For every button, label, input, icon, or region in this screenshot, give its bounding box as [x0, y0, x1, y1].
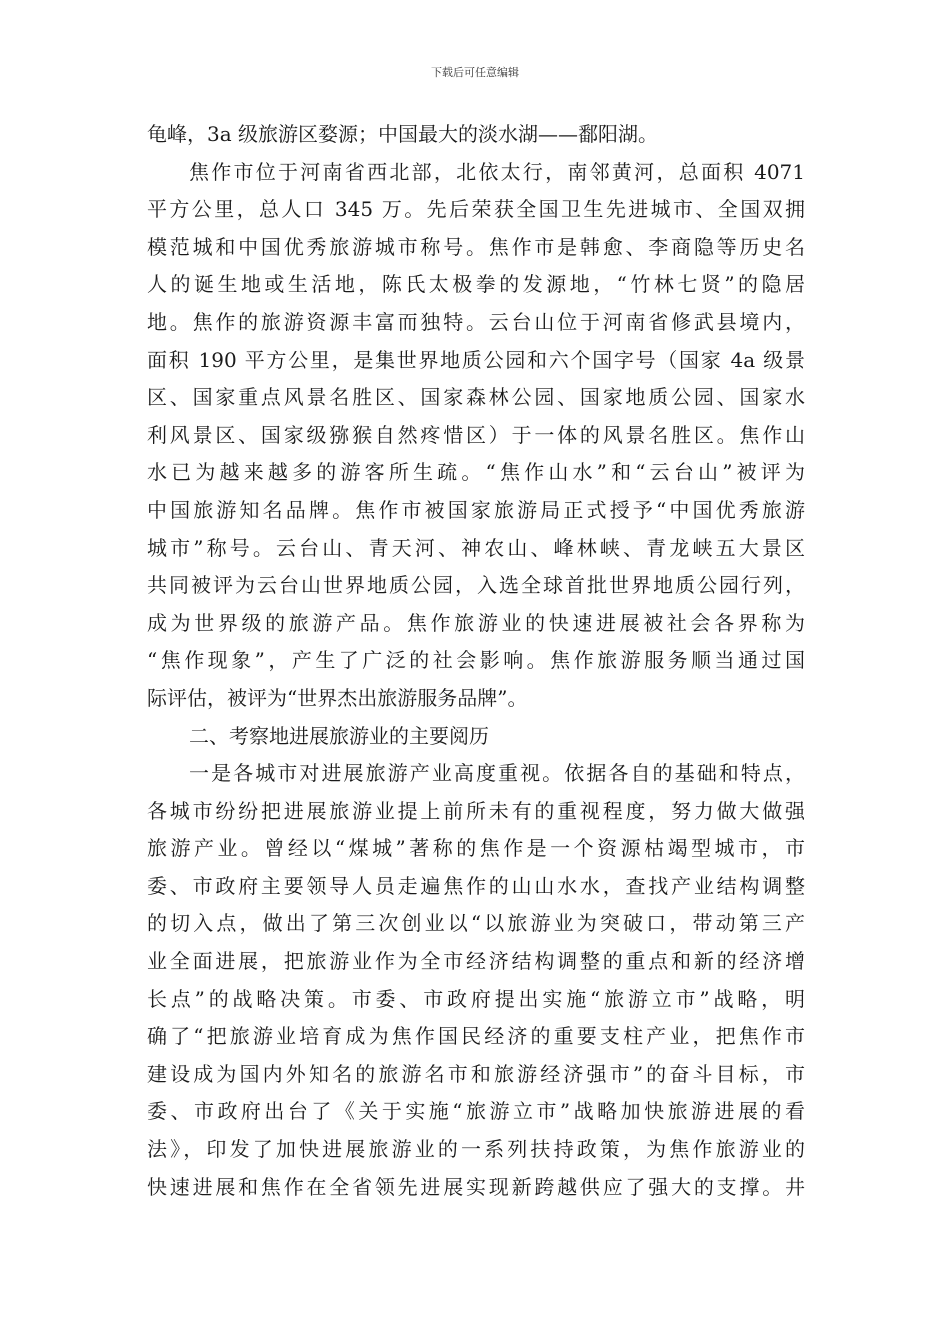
text-line: 区、国家重点风景名胜区、国家森林公园、国家地质公园、国家水	[147, 385, 805, 410]
text-line: 人的诞生地或生活地，陈氏太极拳的发源地，“竹林七贤”的隐居	[147, 272, 805, 297]
text-line: 中国旅游知名品牌。焦作市被国家旅游局正式授予“中国优秀旅游	[147, 497, 805, 522]
text-line: 委、市政府主要领导人员走遍焦作的山山水水，查找产业结构调整	[147, 873, 805, 898]
text-line: 一是各城市对进展旅游产业高度重视。依据各自的基础和特点，	[189, 761, 805, 786]
text-line: 的切入点，做出了第三次创业以“以旅游业为突破口，带动第三产	[147, 911, 805, 936]
text-line: “焦作现象”，产生了广泛的社会影响。焦作旅游服务顺当通过国	[147, 648, 805, 673]
text-line: 业全面进展，把旅游业作为全市经济结构调整的重点和新的经济增	[147, 949, 805, 974]
text-line: 龟峰，3a 级旅游区婺源；中国最大的淡水湖——鄱阳湖。	[147, 122, 659, 146]
text-line: 委、市政府出台了《关于实施“旅游立市”战略加快旅游进展的看	[147, 1099, 805, 1124]
text-line: 焦作市位于河南省西北部，北依太行，南邻黄河，总面积 4071	[189, 159, 805, 184]
text-line: 旅游产业。曾经以“煤城”著称的焦作是一个资源枯竭型城市，市	[147, 836, 805, 861]
text-line: 平方公里，总人口 345 万。先后荣获全国卫生先进城市、全国双拥	[147, 197, 805, 222]
text-line: 际评估，被评为“世界杰出旅游服务品牌”。	[147, 685, 528, 710]
text-line: 建设成为国内外知名的旅游名市和旅游经济强市”的奋斗目标，市	[147, 1061, 805, 1086]
text-line: 地。焦作的旅游资源丰富而独特。云台山位于河南省修武县境内，	[147, 309, 805, 334]
text-line: 共同被评为云台山世界地质公园，入选全球首批世界地质公园行列，	[147, 573, 805, 598]
text-line: 二、考察地进展旅游业的主要阅历	[189, 723, 489, 748]
text-line: 利风景区、国家级猕猴自然疼惜区）于一体的风景名胜区。焦作山	[147, 422, 805, 447]
text-line: 成为世界级的旅游产品。焦作旅游业的快速进展被社会各界称为	[147, 610, 805, 635]
text-line: 模范城和中国优秀旅游城市称号。焦作市是韩愈、李商隐等历史名	[147, 234, 805, 259]
text-line: 各城市纷纷把进展旅游业提上前所未有的重视程度，努力做大做强	[147, 798, 805, 823]
text-line: 水已为越来越多的游客所生疏。“焦作山水”和“云台山”被评为	[147, 460, 805, 485]
document-body	[147, 116, 805, 1206]
text-line: 城市”称号。云台山、青天河、神农山、峰林峡、青龙峡五大景区	[147, 535, 805, 560]
text-line: 法》，印发了加快进展旅游业的一系列扶持政策，为焦作旅游业的	[147, 1137, 805, 1162]
text-line: 确了“把旅游业培育成为焦作国民经济的重要支柱产业，把焦作市	[147, 1024, 805, 1049]
text-line: 快速进展和焦作在全省领先进展实现新跨越供应了强大的支撑。井	[147, 1174, 805, 1199]
text-line: 长点”的战略决策。市委、市政府提出实施“旅游立市”战略，明	[147, 986, 805, 1011]
text-line: 面积 190 平方公里，是集世界地质公园和六个国字号（国家 4a 级景	[147, 347, 805, 372]
page-header: 下载后可任意编辑	[431, 66, 519, 79]
